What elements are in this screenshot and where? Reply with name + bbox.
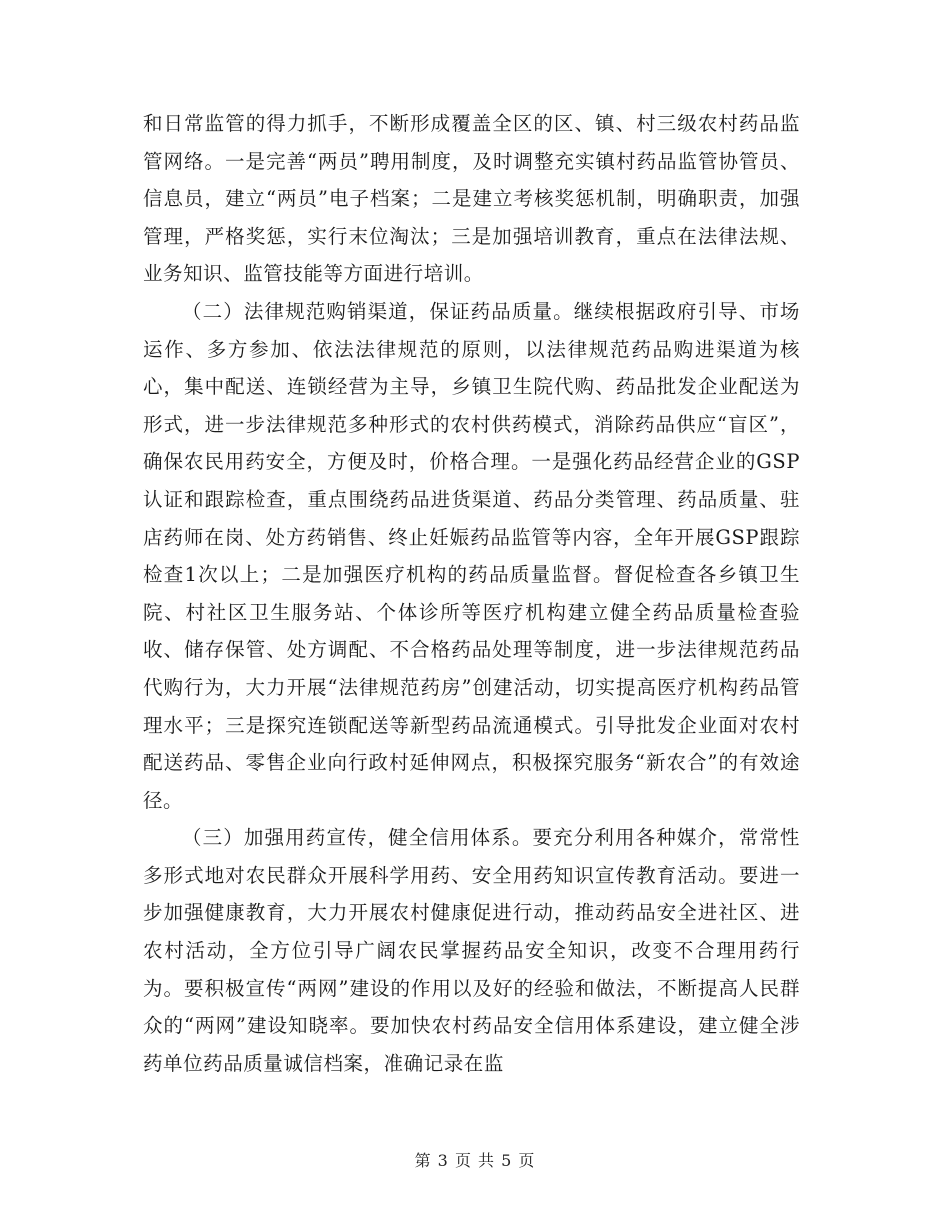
document-body xyxy=(143,105,800,1082)
page-number-footer: 第 3 页 共 5 页 xyxy=(414,1151,536,1170)
paragraph-section-2: （二）法律规范购销渠道，保证药品质量。继续根据政府引导、市场运作、多方参加、依法法律规范的原则，以法律规范药品购进渠道为核心，集中配送、连锁经营为主导，乡镇卫生院代购、药品批发企业配送为形式，进一步法律规范多种形式的农村供药模式，消除药品供应“盲区”，确保农民用药安全，方便及时，价格合理。一是强化药品经营企业的GSP认证和跟踪检查，重点围绕药品进货渠道、药品分类管理、药品质量、驻店药师在岗、处方药销售、终止妊娠药品监管等内容，全年开展GSP跟踪检查1次以上；二是加强医疗机构的药品质量监督。督促检查各乡镇卫生院、村社区卫生服务站、个体诊所等医疗机构建立健全药品质量检查验收、储存保管、处方调配、不合格药品处理等制度，进一步法律规范药品代购行为，大力开展“法律规范药房”创建活动，切实提高医疗机构药品管理水平；三是探究连锁配送等新型药品流通模式。引导批发企业面对农村配送药品、零售企业向行政村延伸网点，积极探究服务“新农合”的有效途径。 xyxy=(143,299,800,812)
paragraph-section-3: （三）加强用药宣传，健全信用体系。要充分利用各种媒介，常常性多形式地对农民群众开展科学用药、安全用药知识宣传教育活动。要进一步加强健康教育，大力开展农村健康促进行动，推动药品安全进社区、进农村活动，全方位引导广阔农民掌握药品安全知识，改变不合理用药行为。要积极宣传“两网”建设的作用以及好的经验和做法，不断提高人民群众的“两网”建设知晓率。要加快农村药品安全信用体系建设，建立健全涉药单位药品质量诚信档案，准确记录在监 xyxy=(143,826,800,1075)
paragraph-continuation: 和日常监管的得力抓手，不断形成覆盖全区的区、镇、村三级农村药品监管网络。一是完善“两员”聘用制度，及时调整充实镇村药品监管协管员、信息员，建立“两员”电子档案；二是建立考核奖惩机制，明确职责，加强管理，严格奖惩，实行末位淘汰；三是加强培训教育，重点在法律法规、业务知识、监管技能等方面进行培训。 xyxy=(143,112,800,286)
